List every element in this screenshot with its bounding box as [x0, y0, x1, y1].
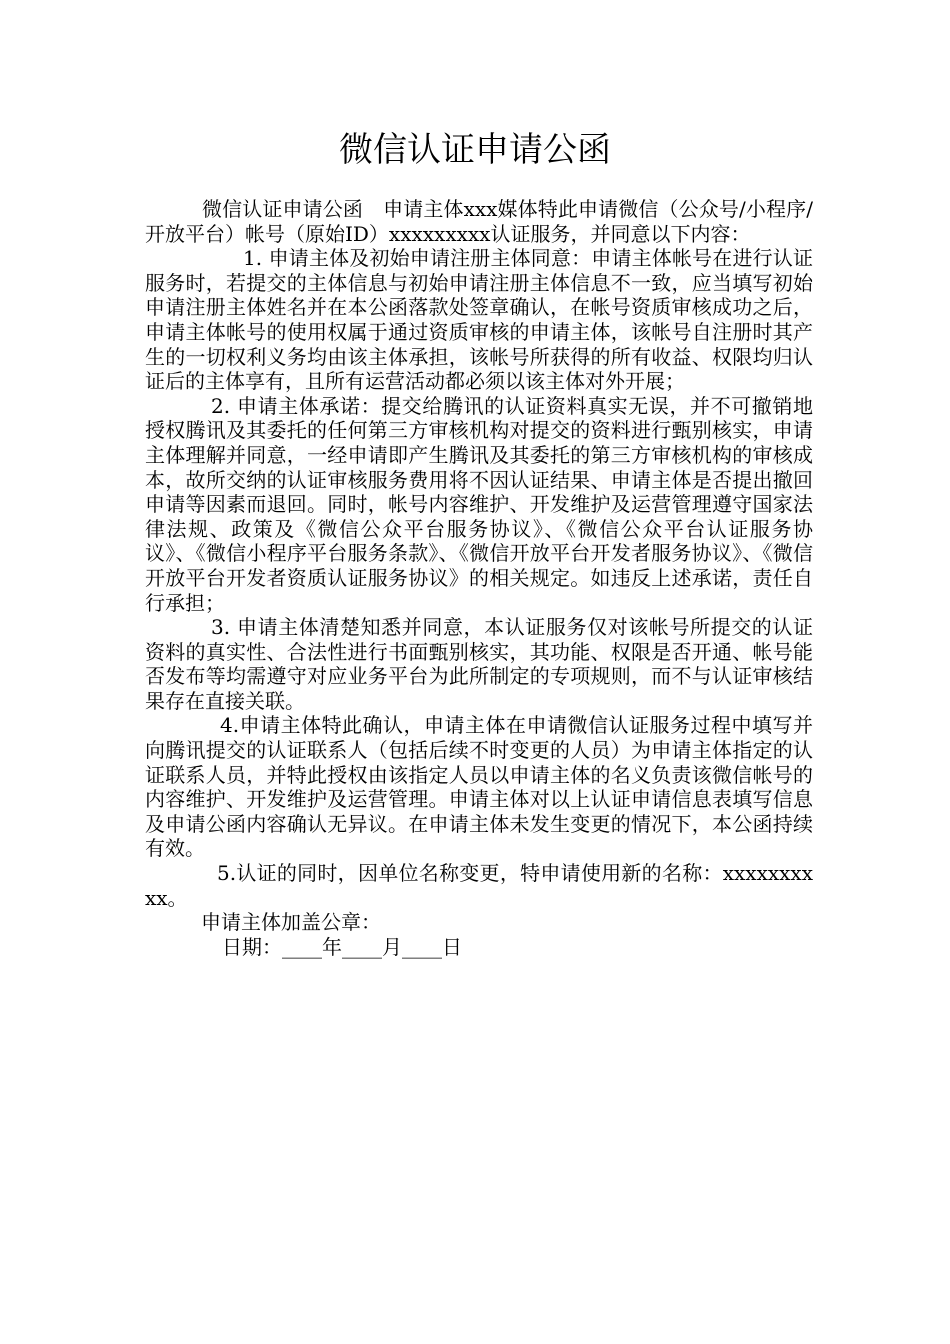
- document-title: 微信认证申请公函: [339, 130, 611, 170]
- clause-2: 2. 申请主体承诺：提交给腾讯的认证资料真实无误，并不可撤销地授权腾讯及其委托的任何第三方审核机构对提交的资料进行甄别核实，申请主体理解并同意，一经申请即产生腾讯及其委托的第三方审核机构的审核成本，故所交纳的认证审核服务费用将不因认证结果、申请主体是否提出撤回申请等因素而退回。同时，帐号内容维护、开发维护及运营管理遵守国家法律法规、政策及《微信公众平台服务协议》、《微信公众平台认证服务协议》、《微信小程序平台服务条款》、《微信开放平台开发者服务协议》、《微信开放平台开发者资质认证服务协议》的相关规定。如违反上述承诺，责任自行承担；: [145, 393, 813, 615]
- document-body: [145, 197, 813, 959]
- clause-1: 1. 申请主体及初始申请注册主体同意：申请主体帐号在进行认证服务时，若提交的主体信息与初始申请注册主体信息不一致，应当填写初始申请注册主体姓名并在本公函落款处签章确认，在帐号资质审核成功之后，申请主体帐号的使用权属于通过资质审核的申请主体，该帐号自注册时其产生的一切权利义务均由该主体承担，该帐号所获得的所有收益、权限均归认证后的主体享有，且所有运营活动都必须以该主体对外开展；: [145, 246, 813, 394]
- clause-5: 5.认证的同时，因单位名称变更，特申请使用新的名称：xxxxxxxxxx。: [145, 861, 813, 910]
- clause-4: 4.申请主体特此确认，申请主体在申请微信认证服务过程中填写并向腾讯提交的认证联系人（包括后续不时变更的人员）为申请主体指定的认证联系人员，并特此授权由该指定人员以申请主体的名义负责该微信帐号的内容维护、开发维护及运营管理。申请主体对以上认证申请信息表填写信息及申请公函内容确认无异议。在申请主体未发生变更的情况下，本公函持续有效。: [145, 713, 813, 861]
- clause-3: 3. 申请主体清楚知悉并同意，本认证服务仅对该帐号所提交的认证资料的真实性、合法性进行书面甄别核实，其功能、权限是否开通、帐号能否发布等均需遵守对应业务平台为此所制定的专项规则，而不与认证审核结果存在直接关联。: [145, 615, 813, 713]
- seal-line: 申请主体加盖公章：: [201, 910, 381, 935]
- intro-paragraph: 微信认证申请公函 申请主体xxx媒体特此申请微信（公众号/小程序/开放平台）帐号（原始ID）xxxxxxxxx认证服务，并同意以下内容：: [145, 197, 813, 246]
- date-line: 日期：____年____月____日: [222, 934, 462, 959]
